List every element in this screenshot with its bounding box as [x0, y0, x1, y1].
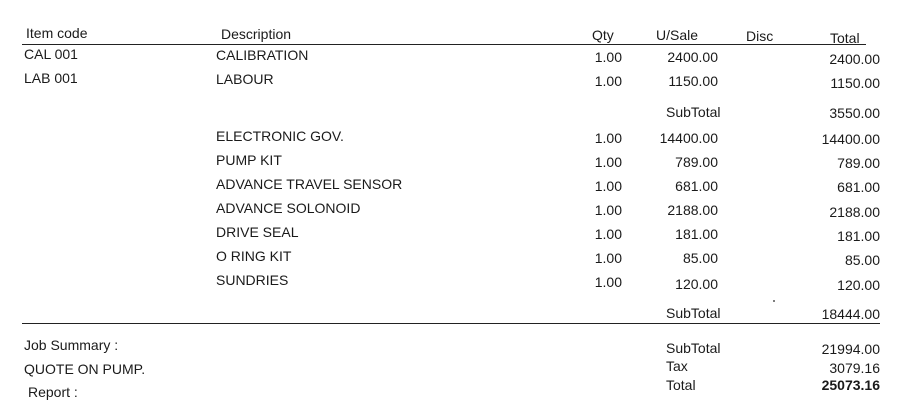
line-description: DRIVE SEAL [216, 224, 299, 240]
line-unit: 2188.00 [667, 202, 718, 218]
summary-tax-value: 3079.16 [829, 360, 880, 376]
scan-speck [773, 300, 775, 302]
report-label: Report : [28, 384, 78, 400]
summary-tax-label: Tax [666, 358, 688, 374]
header-unit-sale: U/Sale [656, 27, 699, 43]
line-code: CAL 001 [24, 46, 78, 62]
line-unit: 14400.00 [659, 130, 718, 146]
summary-total-label: Total [666, 377, 696, 393]
line-total: 789.00 [837, 155, 880, 171]
line-total: 120.00 [837, 277, 880, 293]
line-qty: 1.00 [594, 250, 622, 266]
line-qty: 1.00 [594, 154, 622, 170]
header-rule [22, 44, 866, 45]
line-total: 14400.00 [821, 131, 880, 147]
line-total: 681.00 [837, 179, 880, 195]
header-disc: Disc [746, 28, 774, 44]
line-unit: 181.00 [675, 226, 718, 242]
line-description: ADVANCE SOLONOID [216, 200, 361, 216]
header-total: Total [830, 30, 860, 46]
line-unit: 120.00 [675, 276, 718, 292]
line-description: ELECTRONIC GOV. [216, 128, 344, 144]
job-summary-value: QUOTE ON PUMP. [24, 361, 146, 377]
line-unit: 85.00 [682, 250, 718, 266]
subtotal-value: 18444.00 [821, 306, 880, 322]
header-item-code: Item code [26, 25, 88, 41]
job-summary-label: Job Summary : [24, 337, 119, 353]
line-description: CALIBRATION [216, 47, 309, 63]
summary-total-value: 25073.16 [821, 377, 880, 393]
line-total: 85.00 [844, 252, 880, 268]
subtotal-value: 3550.00 [829, 105, 880, 121]
line-total: 1150.00 [830, 75, 880, 91]
line-qty: 1.00 [594, 73, 622, 89]
line-qty: 1.00 [594, 130, 622, 146]
line-qty: 1.00 [594, 226, 622, 242]
line-unit: 1150.00 [668, 73, 718, 89]
header-qty: Qty [592, 27, 614, 43]
header-description: Description [221, 26, 292, 42]
line-unit: 681.00 [675, 178, 718, 194]
line-description: PUMP KIT [216, 152, 282, 168]
subtotal-label: SubTotal [666, 305, 721, 321]
line-qty: 1.00 [594, 202, 622, 218]
summary-subtotal-value: 21994.00 [821, 341, 880, 357]
summary-rule [22, 323, 880, 324]
line-unit: 2400.00 [667, 49, 718, 65]
line-qty: 1.00 [594, 178, 622, 194]
line-qty: 1.00 [594, 49, 622, 65]
line-unit: 789.00 [675, 154, 718, 170]
line-description: LABOUR [216, 71, 274, 87]
line-description: O RING KIT [216, 248, 292, 264]
summary-subtotal-label: SubTotal [666, 340, 721, 356]
subtotal-label: SubTotal [666, 104, 721, 120]
line-description: ADVANCE TRAVEL SENSOR [216, 176, 403, 192]
line-total: 181.00 [837, 228, 880, 244]
line-total: 2400.00 [829, 51, 880, 67]
line-code: LAB 001 [24, 70, 78, 86]
line-qty: 1.00 [594, 274, 622, 290]
line-description: SUNDRIES [216, 272, 289, 288]
line-total: 2188.00 [829, 204, 880, 220]
